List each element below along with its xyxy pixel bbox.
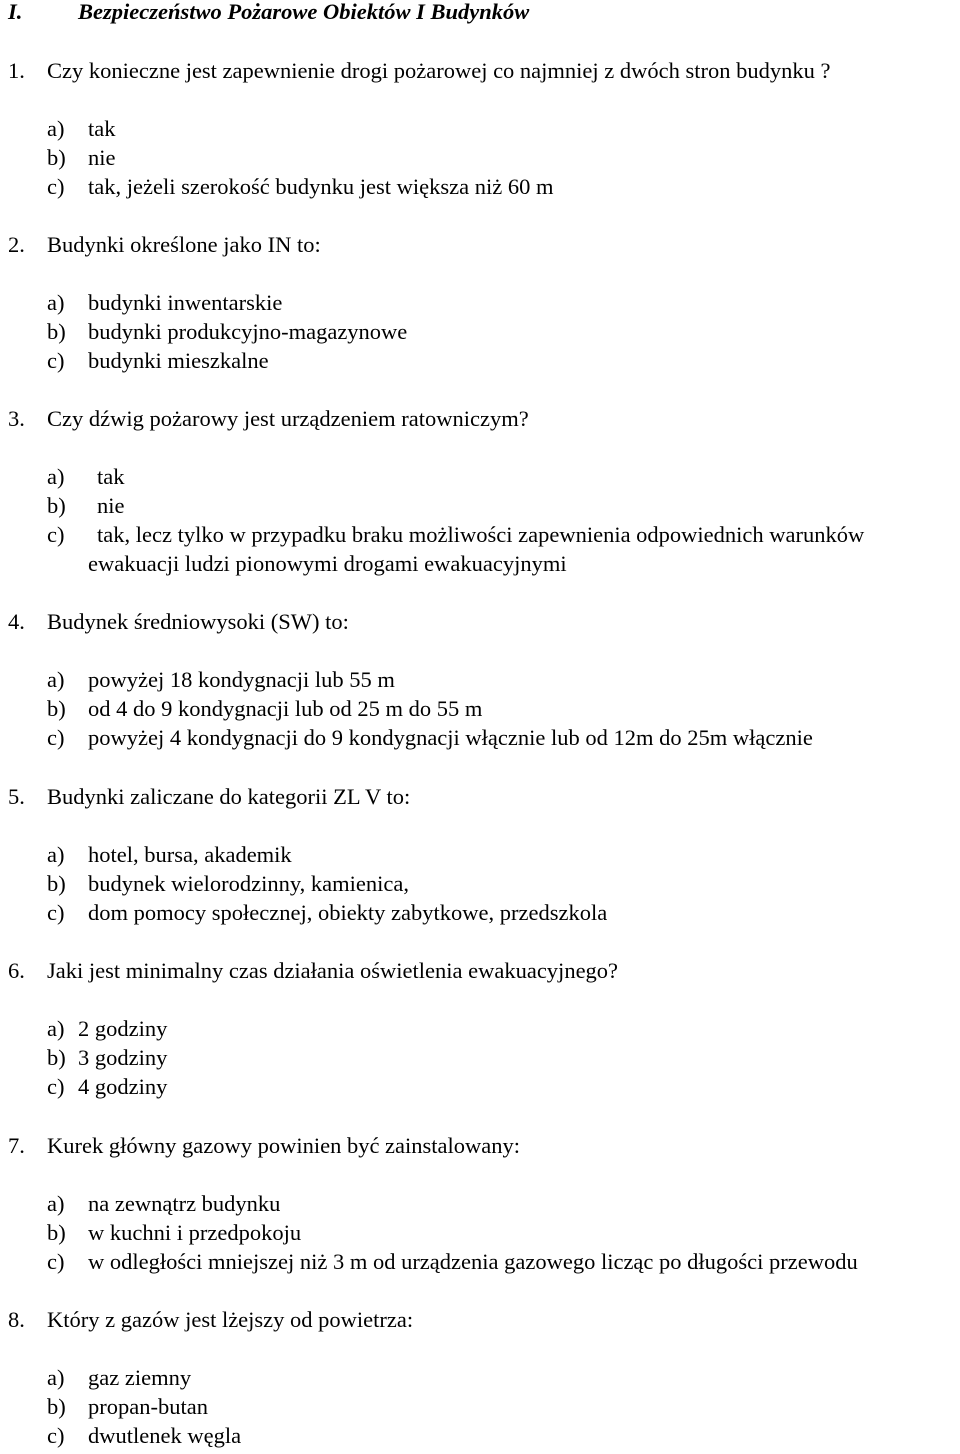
question-text: Budynki zaliczane do kategorii ZL V to: bbox=[47, 784, 411, 809]
answer-text: tak bbox=[88, 116, 116, 141]
answer-text: nie bbox=[88, 145, 116, 170]
answer-option bbox=[0, 114, 960, 143]
answer-option bbox=[0, 346, 960, 375]
question-text: Budynki określone jako IN to: bbox=[47, 232, 321, 257]
answer-list bbox=[0, 840, 960, 927]
answer-letter: a) bbox=[47, 290, 65, 315]
answer-option bbox=[0, 665, 960, 694]
question-line bbox=[0, 956, 960, 985]
question-line bbox=[0, 1131, 960, 1160]
answer-list bbox=[0, 1189, 960, 1276]
question-number: 5. bbox=[8, 784, 25, 809]
answer-list bbox=[0, 665, 960, 752]
answer-letter: b) bbox=[47, 145, 66, 170]
answer-option bbox=[0, 898, 960, 927]
question-text: Czy dźwig pożarowy jest urządzeniem ratowniczym? bbox=[47, 406, 529, 431]
answer-letter: b) bbox=[47, 1394, 66, 1419]
answer-text: powyżej 4 kondygnacji do 9 kondygnacji włącznie lub od 12m do 25m włącznie bbox=[88, 725, 813, 750]
question-text: Jaki jest minimalny czas działania oświetlenia ewakuacyjnego? bbox=[47, 958, 619, 983]
answer-list bbox=[0, 1014, 960, 1101]
answer-text: hotel, bursa, akademik bbox=[88, 842, 292, 867]
question-line bbox=[0, 607, 960, 636]
answer-option bbox=[0, 1014, 960, 1043]
answer-letter: c) bbox=[47, 725, 65, 750]
answer-letter: c) bbox=[47, 174, 65, 199]
answer-letter: a) bbox=[47, 1191, 65, 1216]
answer-letter: a) bbox=[47, 1016, 65, 1041]
answer-option bbox=[0, 694, 960, 723]
answer-text: dom pomocy społecznej, obiekty zabytkowe, przedszkola bbox=[88, 900, 608, 925]
answer-option bbox=[0, 1072, 960, 1101]
answer-letter: c) bbox=[47, 348, 65, 373]
answer-letter: b) bbox=[47, 1045, 66, 1070]
answer-letter: c) bbox=[47, 522, 65, 547]
question-7 bbox=[0, 1131, 960, 1276]
question-number: 3. bbox=[8, 406, 25, 431]
answer-text: budynki inwentarskie bbox=[88, 290, 283, 315]
answer-text: gaz ziemny bbox=[88, 1365, 192, 1390]
section-heading bbox=[8, 0, 529, 26]
answer-letter: c) bbox=[47, 900, 65, 925]
question-number: 4. bbox=[8, 609, 25, 634]
question-2 bbox=[0, 230, 960, 375]
section-title: Bezpieczeństwo Pożarowe Obiektów I Budynków bbox=[78, 0, 530, 24]
answer-option bbox=[0, 1421, 960, 1450]
answer-option bbox=[0, 491, 960, 520]
question-3 bbox=[0, 404, 960, 578]
question-line bbox=[0, 1305, 960, 1334]
answer-text: propan-butan bbox=[88, 1394, 208, 1419]
question-line bbox=[0, 56, 960, 85]
answer-text: tak, lecz tylko w przypadku braku możliwości zapewnienia odpowiednich warunków ewakuacji ludzi pionowymi drogami ewakuacyjnymi bbox=[88, 522, 865, 576]
question-text: Który z gazów jest lżejszy od powietrza: bbox=[47, 1307, 414, 1332]
answer-text: 4 godziny bbox=[78, 1074, 168, 1099]
question-1 bbox=[0, 56, 960, 201]
answer-letter: a) bbox=[47, 116, 65, 141]
question-number: 8. bbox=[8, 1307, 25, 1332]
answer-text: nie bbox=[97, 493, 125, 518]
answer-option bbox=[0, 172, 960, 201]
answer-letter: a) bbox=[47, 667, 65, 692]
question-8 bbox=[0, 1305, 960, 1450]
answer-text: tak bbox=[97, 464, 125, 489]
answer-option bbox=[0, 317, 960, 346]
answer-text: tak, jeżeli szerokość budynku jest większa niż 60 m bbox=[88, 174, 554, 199]
question-line bbox=[0, 782, 960, 811]
answer-option bbox=[0, 723, 960, 752]
answer-letter: c) bbox=[47, 1074, 65, 1099]
answer-option bbox=[0, 1189, 960, 1218]
answer-option bbox=[0, 1043, 960, 1072]
answer-text: budynek wielorodzinny, kamienica, bbox=[88, 871, 409, 896]
answer-letter: b) bbox=[47, 319, 66, 344]
answer-letter: c) bbox=[47, 1249, 65, 1274]
answer-text: budynki produkcyjno-magazynowe bbox=[88, 319, 408, 344]
question-4 bbox=[0, 607, 960, 752]
answer-option bbox=[0, 1392, 960, 1421]
answer-letter: b) bbox=[47, 493, 66, 518]
answer-list bbox=[0, 1363, 960, 1450]
answer-list bbox=[0, 462, 960, 578]
section-number: I. bbox=[8, 0, 23, 24]
answer-option bbox=[0, 143, 960, 172]
question-number: 6. bbox=[8, 958, 25, 983]
question-number: 7. bbox=[8, 1133, 25, 1158]
answer-list bbox=[0, 288, 960, 375]
answer-letter: b) bbox=[47, 696, 66, 721]
question-number: 1. bbox=[8, 58, 25, 83]
answer-option bbox=[0, 840, 960, 869]
answer-option bbox=[0, 288, 960, 317]
answer-option bbox=[0, 1218, 960, 1247]
question-line bbox=[0, 404, 960, 433]
answer-letter: a) bbox=[47, 1365, 65, 1390]
question-text: Kurek główny gazowy powinien być zainstalowany: bbox=[47, 1133, 521, 1158]
question-line bbox=[0, 230, 960, 259]
answer-option bbox=[0, 520, 960, 578]
question-number: 2. bbox=[8, 232, 25, 257]
answer-text: na zewnątrz budynku bbox=[88, 1191, 281, 1216]
answer-letter: b) bbox=[47, 1220, 66, 1245]
answer-text: w odległości mniejszej niż 3 m od urządzenia gazowego licząc po długości przewodu bbox=[88, 1249, 858, 1274]
answer-option bbox=[0, 869, 960, 898]
answer-letter: a) bbox=[47, 842, 65, 867]
answer-text: w kuchni i przedpokoju bbox=[88, 1220, 302, 1245]
question-6 bbox=[0, 956, 960, 1101]
answer-text: dwutlenek węgla bbox=[88, 1423, 242, 1448]
answer-list bbox=[0, 114, 960, 201]
answer-letter: c) bbox=[47, 1423, 65, 1448]
answer-letter: b) bbox=[47, 871, 66, 896]
answer-text: budynki mieszkalne bbox=[88, 348, 269, 373]
question-text: Czy konieczne jest zapewnienie drogi pożarowej co najmniej z dwóch stron budynku ? bbox=[47, 58, 831, 83]
answer-text: powyżej 18 kondygnacji lub 55 m bbox=[88, 667, 395, 692]
answer-text: 3 godziny bbox=[78, 1045, 168, 1070]
answer-text: 2 godziny bbox=[78, 1016, 168, 1041]
answer-letter: a) bbox=[47, 464, 65, 489]
question-text: Budynek średniowysoki (SW) to: bbox=[47, 609, 349, 634]
answer-text: od 4 do 9 kondygnacji lub od 25 m do 55 m bbox=[88, 696, 483, 721]
answer-option bbox=[0, 1363, 960, 1392]
answer-option bbox=[0, 1247, 960, 1276]
answer-option bbox=[0, 462, 960, 491]
question-5 bbox=[0, 782, 960, 927]
